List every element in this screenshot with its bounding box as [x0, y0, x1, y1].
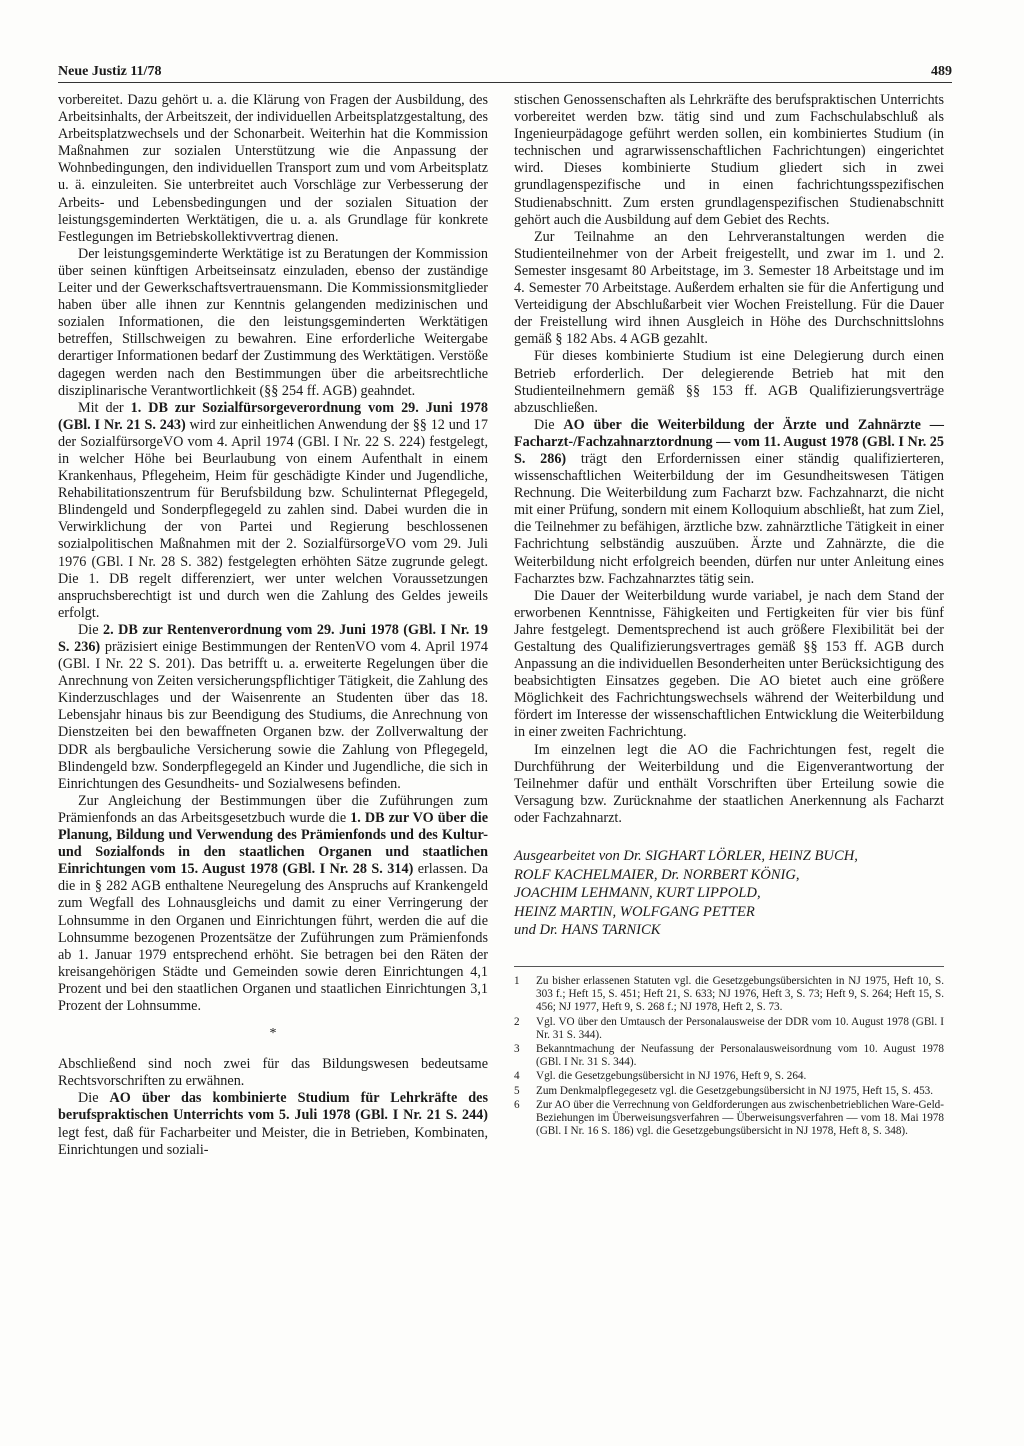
credit-line: ROLF KACHELMAIER, Dr. NORBERT KÖNIG,: [514, 866, 800, 883]
footnote: [514, 1099, 944, 1139]
paragraph: [58, 793, 488, 1015]
left-column: [58, 92, 488, 1159]
footnote: [514, 1070, 944, 1083]
footnotes: [514, 975, 944, 1138]
right-column: [514, 92, 944, 1139]
paragraph-body: erlassen. Da die in § 282 AGB enthaltene Neuregelung des Anspruchs auf Krankengeld zum Wegfall des Lohnausgleichs und damit zu einer Verringerung der Lohnsumme in den Organen und Einrichtungen führt, werden die auf die Lohnsumme bezogenen Prozentsätze der Zuführungen zum Prämienfonds ab 1. Januar 1979 entsprechend erhöht. Sie betragen bei den Räten der kreisangehörigen Städte und Gemeinden sowie deren Einrichtungen 4,1 Prozent und bei den staatlichen Organen und staatlichen Einrichtungen 3,1 Prozent der Lohnsumme.: [58, 861, 488, 1014]
paragraph: stischen Genossenschaften als Lehrkräfte des berufspraktischen Unterrichts vorbereitet werden bzw. tätig sind und zum Fachschulabschluß als Ingenieurpädagoge geführt werden sollen, ein kombiniertes Studium (in technischen und agrarwissenschaftlichen Fachrichtungen) eingerichtet wird. Dieses kombinierte Studium gliedert sich in zwei grundlagenspezifische und in einen fachrichtungsspezifischen Studienabschnitt. Zum ersten grundlagenspezifischen Studienabschnitt gehört auch die Ausbildung auf dem Gebiet des Rechts.: [514, 92, 944, 228]
footnote-number: 1: [514, 975, 520, 987]
regulation-citation: 2. DB zur Rentenverordnung vom 29. Juni 1978 (GBl. I Nr. 19 S. 236): [58, 621, 488, 655]
footnote-text: Zu bisher erlassenen Statuten vgl. die Gesetzgebungsübersichten in NJ 1975, Heft 10, S. 303 f.; Heft 15, S. 451; Heft 21, S. 633; NJ 1976, Heft 3, S. 73; Heft 9, S. 264; Heft 15, S. 456; NJ 1977, Heft 9, S. 268 f.; NJ 1978, Heft 2, S. 73.: [536, 975, 944, 1014]
footnote-number: 2: [514, 1015, 520, 1028]
paragraph: [58, 622, 488, 793]
paragraph: Die Dauer der Weiterbildung wurde variabel, je nach dem Stand der erworbenen Kenntnisse, Fähigkeiten und Fertigkeiten für vier bis fünf Jahre festgelegt. Dementsprechend ist auch größere Flexibilität bei der Gestaltung des Qualifizierungsvertrages gemäß §§ 153 ff. AGB durch Anpassung an die individuellen Besonderheiten unter Berücksichtigung des beabsichtigten Einsatzes gegeben. Die AO bietet auch eine größere Möglichkeit des Fachrichtungswechsels während der Weiterbildung und fördert im Interesse der wissenschaftlichen Entwicklung die Weiterbildung in einer zweiten Fachrichtung.: [514, 587, 944, 741]
footnote-number: 4: [514, 1070, 520, 1083]
regulation-citation: AO über das kombinierte Studium für Lehrkräfte des berufspraktischen Unterrichts vom 5. Juli 1978 (GBl. I Nr. 21 S. 244): [58, 1090, 488, 1124]
paragraph: [58, 1090, 488, 1158]
paragraph-lead: Mit der: [78, 399, 131, 416]
footnote-text: Vgl. die Gesetzgebungsübersicht in NJ 1976, Heft 9, S. 264.: [536, 1070, 807, 1083]
paragraph-body: trägt den Erfordernissen einer ständig qualifizierteren, wissenschaftlichen Weiterbildung der im Gesundheitswesen Tätigen Rechnung. Die Weiterbildung zum Facharzt bzw. Fachzahnarzt, die nicht mit einer Prüfung, sondern mit einem Kolloquium abschließt, hat zum Ziel, die Teilnehmer zu befähigen, ärztliche bzw. zahnärztliche Tätigkeit in einer Fachrichtung selbständig auszuüben. Ärzte und Zahnärzte, die die Weiterbildung nicht erfolgreich beenden, dürfen nur unter Anleitung eines Facharztes bzw. Fachzahnarztes tätig sein.: [514, 450, 944, 587]
paragraph-body: legt fest, daß für Facharbeiter und Meister, die in Betrieben, Kombinaten, Einrichtungen und soziali-: [58, 1124, 488, 1158]
paragraph: vorbereitet. Dazu gehört u. a. die Klärung von Fragen der Ausbildung, des Arbeitsinhalts, der Arbeitszeit, der individuellen Arbeitsplatzgestaltung, des Arbeitsplatzwechsels und der Schonarbeit. Weiterhin hat die Kommission Maßnahmen zur sozialen Unterstützung wie die Anpassung der Wohnbedingungen, den individuellen Transport zum und vom Arbeitsplatz u. ä. einzuleiten. Sie unterbreitet auch Vorschläge zur Verbesserung der Arbeits- und Lebensbedingungen und der sozialen Situation der leistungsgeminderten Werktätigen, die u. a. als Grundlage für konkrete Festlegungen im Betriebskollektivvertrag dienen.: [58, 92, 488, 245]
credit-line: Ausgearbeitet von Dr. SIGHART LÖRLER, HEINZ BUCH,: [514, 848, 858, 865]
footnote-number: 6: [514, 1098, 520, 1111]
page-number: 489: [931, 64, 952, 79]
paragraph: [514, 417, 944, 588]
header-rule: [58, 82, 952, 83]
paragraph: Abschließend sind noch zwei für das Bildungswesen bedeutsame Rechtsvorschriften zu erwähnen.: [58, 1056, 488, 1090]
regulation-citation: 1. DB zur Sozialfürsorgeverordnung vom 29. Juni 1978 (GBl. I Nr. 21 S. 243): [58, 399, 488, 433]
footnote: [514, 1016, 944, 1042]
credit-line: HEINZ MARTIN, WOLFGANG PETTER: [514, 903, 755, 920]
paragraph-lead: Zur Angleichung der Bestimmungen über die Zuführungen zum Prämienfonds an das Arbeitsgesetzbuch wurde die: [58, 792, 488, 826]
footnote-number: 3: [514, 1043, 520, 1056]
credit-line: und Dr. HANS TARNICK: [514, 922, 661, 939]
paragraph-body: wird zur einheitlichen Anwendung der §§ 12 und 17 der SozialfürsorgeVO vom 4. April 1974 (GBl. I Nr. 22 S. 224) festgelegt, in welcher Höhe bei Beurlaubung von einem Aufenthalt in einem Krankenhaus, Pflegeheim, Heim für geschädigte Kinder und Jugendliche, Rehabilitationszentrum für Berufsbildung bzw. Schulinternat Pflegegeld, Blindengeld und Sonderpflegegeld zu zahlen sind. Dabei wurden die in Verwirklichung der von Partei und Regierung beschlossenen sozialpolitischen Maßnahmen mit der 2. SozialfürsorgeVO vom 29. Juli 1976 (GBl. I Nr. 28 S. 382) festgelegten erhöhten Sätze zugrunde gelegt. Die 1. DB regelt differenziert, wer unter welchen Voraussetzungen anspruchsberechtigt ist und durch wen die Zahlung des Geldes jeweils erfolgt.: [58, 416, 488, 621]
paragraph-lead: Die: [534, 416, 564, 433]
paragraph: Zur Teilnahme an den Lehrveranstaltungen werden die Studienteilnehmer von der Arbeit freigestellt, und zwar im 1. und 2. Semester insgesamt 80 Arbeitstage, im 3. Semester 18 Arbeitstage und im 4. Semester 70 Arbeitstage. Außerdem erhalten sie für die Anfertigung und Verteidigung der Abschlußarbeit vier Wochen Freistellung. Für die Dauer der Freistellung wird ihnen Ausgleich in Höhe des Durchschnittslohns gemäß § 182 Abs. 4 AGB gezahlt.: [514, 228, 944, 348]
paragraph: Im einzelnen legt die AO die Fachrichtungen fest, regelt die Durchführung der Weiterbildung und die Eigenverantwortung der Teilnehmer dafür und enthält Vorschriften über Erteilung sowie die Versagung bzw. Zurücknahme der staatlichen Anerkennung als Facharzt oder Fachzahnarzt.: [514, 741, 944, 826]
footnote: [514, 1043, 944, 1069]
journal-title: Neue Justiz 11/78: [58, 64, 162, 79]
running-header: [58, 58, 952, 80]
credit-line: JOACHIM LEHMANN, KURT LIPPOLD,: [514, 885, 761, 902]
paragraph: [58, 400, 488, 622]
footnote-text: Zum Denkmalpflegegesetz vgl. die Gesetzgebungsübersicht in NJ 1975, Heft 15, S. 453.: [536, 1084, 934, 1097]
footnote-rule: [514, 966, 944, 967]
footnote: [514, 1085, 944, 1098]
paragraph-body: präzisiert einige Bestimmungen der RentenVO vom 4. April 1974 (GBl. I Nr. 22 S. 201). Das betrifft u. a. erweiterte Regelungen über die Anrechnung von Zeiten versicherungspflichtiger Tätigkeit, die Zahlung des Kinderzuschlages und der Waisenrente an Studenten über das 18. Lebensjahr hinaus bis zur Beendigung des Studiums, die Anrechnung von Dienstzeiten bei den bewaffneten Organen bzw. der Zollverwaltung der DDR als bergbauliche Versicherung sowie die Zahlung von Pflegegeld, Blindengeld bzw. Sonderpflegegeld an Kinder und Jugendliche, die sich in Einrichtungen des Gesundheits- und Sozialwesens befinden.: [58, 639, 488, 792]
regulation-citation: AO über die Weiterbildung der Ärzte und Zahnärzte — Facharzt-/Fachzahnarztordnung — vom 11. August 1978 (GBl. I Nr. 25 S. 286): [514, 416, 944, 467]
paragraph: Der leistungsgeminderte Werktätige ist zu Beratungen der Kommission über seinen künftigen Arbeitseinsatz einzuladen, ebenso der zuständige Leiter und der Gewerkschaftsvertrauensmann. Die Kommissionsmitglieder haben über alle ihnen zur Kenntnis gelangenden medizinischen und sozialen Informationen, die den leistungsgeminderten Werktätigen betreffen, Stillschweigen zu bewahren. Eine erforderliche Weitergabe derartiger Informationen bedarf der Zustimmung des Werktätigen. Verstöße dagegen werden nach den Bestimmungen über die arbeitsrechtliche disziplinarische Verantwortlichkeit (§§ 254 ff. AGB) geahndet.: [58, 245, 488, 399]
paragraph-lead: Die: [78, 621, 103, 638]
footnote-text: Zur AO über die Verrechnung von Geldforderungen aus zwischenbetrieblichen Ware-Geld-Beziehungen im Überweisungsverfahren — Überweisungsverfahren — vom 18. Mai 1978 (GBl. I Nr. 16 S. 186) vgl. die Gesetzgebungsübersicht in NJ 1978, Heft 8, S. 348).: [536, 1098, 944, 1138]
regulation-citation: 1. DB zur VO über die Planung, Bildung und Verwendung des Prämienfonds und des Kultur- und Sozialfonds in den staatlichen Organen und staatlichen Einrichtungen vom 15. August 1978 (GBl. I Nr. 28 S. 314): [58, 809, 488, 878]
footnote: [514, 975, 944, 1015]
footnote-number: 5: [514, 1084, 520, 1097]
paragraph-lead: Die: [78, 1090, 110, 1107]
paragraph: Für dieses kombinierte Studium ist eine Delegierung durch einen Betrieb erforderlich. Der delegierende Betrieb hat mit den Studienteilnehmern gemäß §§ 153 ff. AGB Qualifizierungsverträge abzuschließen.: [514, 348, 944, 416]
footnote-text: Vgl. VO über den Umtausch der Personalausweise der DDR vom 10. August 1978 (GBl. I Nr. 31 S. 344).: [536, 1015, 944, 1041]
section-separator: *: [269, 1026, 277, 1042]
footnote-text: Bekanntmachung der Neufassung der Personalausweisordnung vom 10. August 1978 (GBl. I Nr. 31 S. 344).: [536, 1043, 944, 1069]
author-credit: [514, 847, 944, 940]
